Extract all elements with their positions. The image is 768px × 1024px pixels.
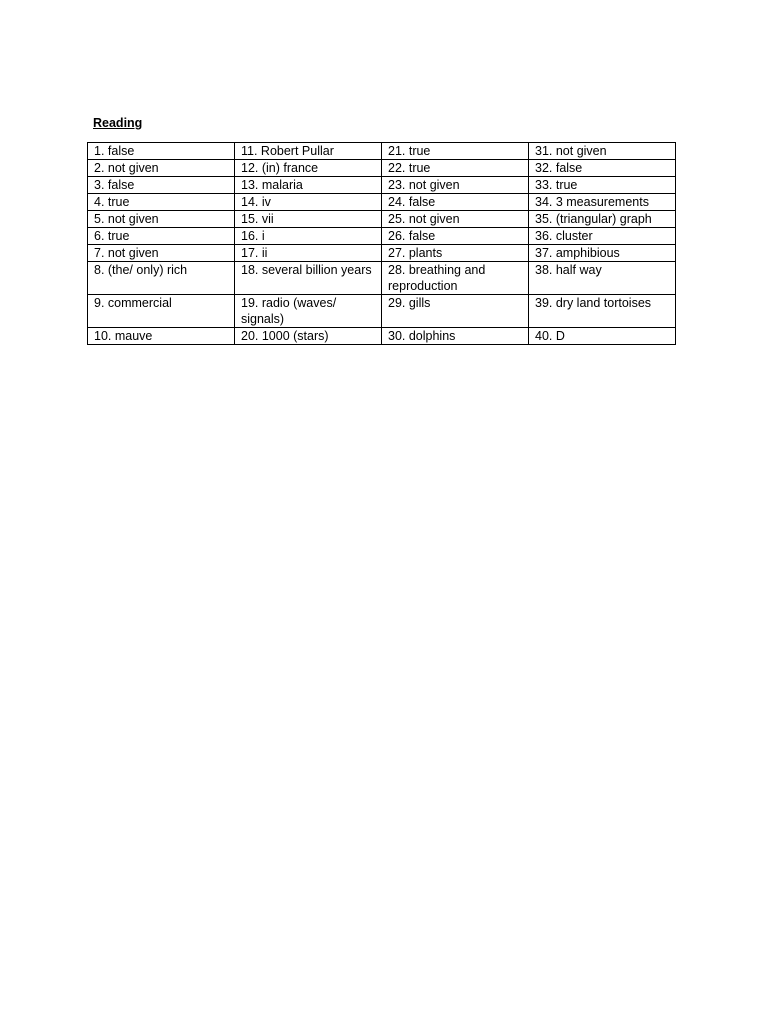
- table-cell: 11. Robert Pullar: [235, 143, 382, 160]
- table-cell: 34. 3 measurements: [529, 194, 676, 211]
- table-row: [88, 160, 676, 177]
- table-cell: 31. not given: [529, 143, 676, 160]
- answer-table: [87, 142, 676, 345]
- table-row: [88, 295, 676, 328]
- table-cell: 25. not given: [382, 211, 529, 228]
- table-cell: 39. dry land tortoises: [529, 295, 676, 328]
- table-cell: 6. true: [88, 228, 235, 245]
- table-cell: 37. amphibious: [529, 245, 676, 262]
- table-cell: 17. ii: [235, 245, 382, 262]
- table-cell: 24. false: [382, 194, 529, 211]
- table-cell: 28. breathing and reproduction: [382, 262, 529, 295]
- table-cell: 33. true: [529, 177, 676, 194]
- table-cell: 3. false: [88, 177, 235, 194]
- table-cell: 2. not given: [88, 160, 235, 177]
- table-cell: 10. mauve: [88, 328, 235, 345]
- table-cell: 15. vii: [235, 211, 382, 228]
- table-cell: 22. true: [382, 160, 529, 177]
- table-cell: 21. true: [382, 143, 529, 160]
- table-cell: 5. not given: [88, 211, 235, 228]
- table-row: [88, 143, 676, 160]
- table-cell: 19. radio (waves/ signals): [235, 295, 382, 328]
- table-cell: 13. malaria: [235, 177, 382, 194]
- table-cell: 20. 1000 (stars): [235, 328, 382, 345]
- table-cell: 12. (in) france: [235, 160, 382, 177]
- table-cell: 1. false: [88, 143, 235, 160]
- table-cell: 23. not given: [382, 177, 529, 194]
- table-cell: 8. (the/ only) rich: [88, 262, 235, 295]
- table-cell: 30. dolphins: [382, 328, 529, 345]
- table-cell: 27. plants: [382, 245, 529, 262]
- section-heading: Reading: [93, 116, 143, 130]
- table-cell: 9. commercial: [88, 295, 235, 328]
- table-cell: 29. gills: [382, 295, 529, 328]
- table-cell: 40. D: [529, 328, 676, 345]
- table-cell: 7. not given: [88, 245, 235, 262]
- table-row: [88, 228, 676, 245]
- table-cell: 35. (triangular) graph: [529, 211, 676, 228]
- table-cell: 16. i: [235, 228, 382, 245]
- table-cell: 18. several billion years: [235, 262, 382, 295]
- table-cell: 26. false: [382, 228, 529, 245]
- table-cell: 14. iv: [235, 194, 382, 211]
- table-cell: 32. false: [529, 160, 676, 177]
- table-row: [88, 194, 676, 211]
- table-cell: 4. true: [88, 194, 235, 211]
- table-row: [88, 328, 676, 345]
- table-row: [88, 211, 676, 228]
- table-cell: 36. cluster: [529, 228, 676, 245]
- table-row: [88, 262, 676, 295]
- table-cell: 38. half way: [529, 262, 676, 295]
- table-row: [88, 177, 676, 194]
- table-row: [88, 245, 676, 262]
